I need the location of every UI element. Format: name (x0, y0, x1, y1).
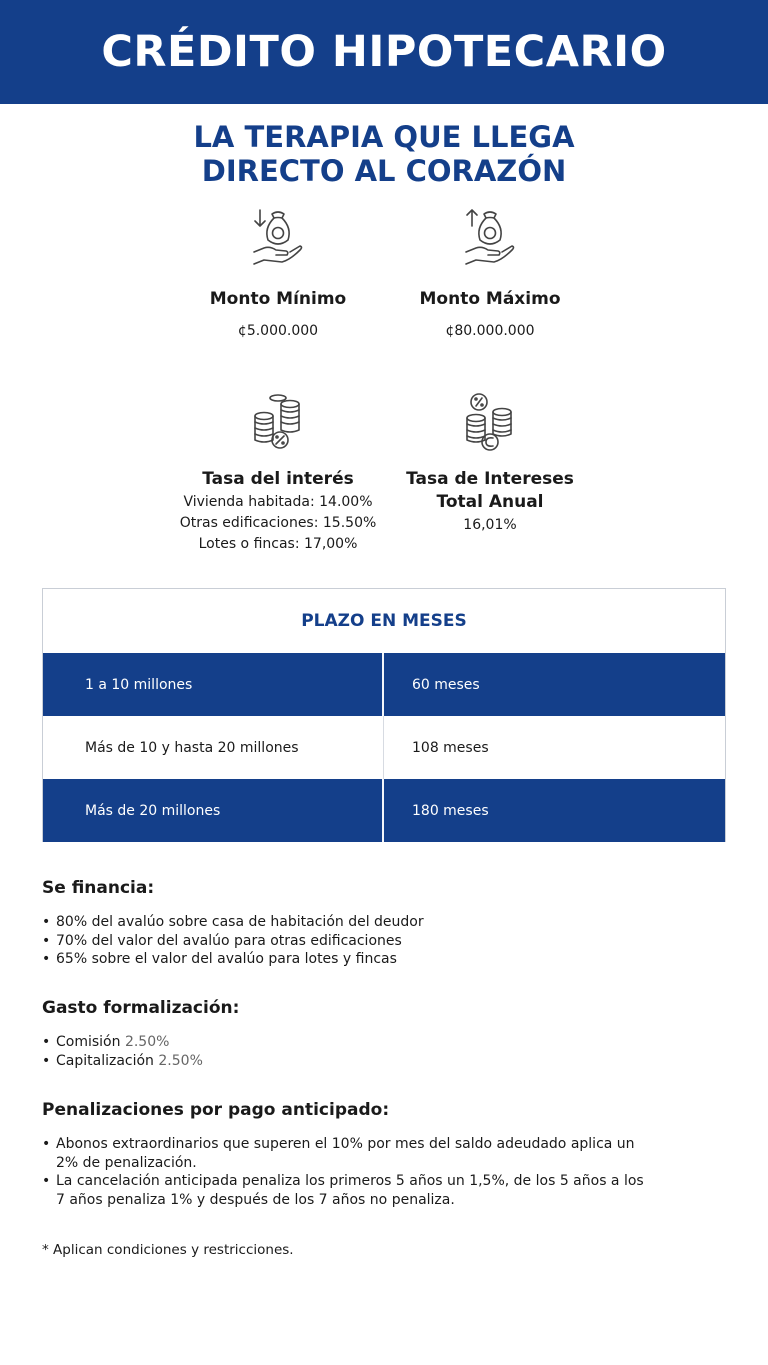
feature-tasa-total-anual (360, 390, 620, 535)
plazo-term: 108 meses (412, 739, 489, 756)
feature-rate-line: Otras edificaciones: 15.50% (179, 515, 377, 531)
page-title: CRÉDITO HIPOTECARIO (101, 27, 667, 77)
plazo-term: 60 meses (412, 676, 480, 693)
table-row (43, 716, 725, 779)
plazo-table (42, 588, 726, 842)
gasto-label: Capitalización (56, 1052, 154, 1069)
penalizaciones-section (42, 1100, 652, 1209)
feature-value: 16,01% (463, 517, 517, 533)
feature-title-line-2: Total Anual (436, 492, 544, 512)
gasto-list (42, 1033, 722, 1070)
feature-monto-maximo (360, 204, 620, 341)
feature-title: Monto Mínimo (209, 289, 347, 309)
subtitle-line-2: DIRECTO AL CORAZÓN (201, 154, 567, 188)
hand-money-bag-down-icon (250, 204, 306, 274)
gasto-value: 2.50% (124, 1034, 170, 1050)
section-heading: Gasto formalización: (42, 998, 240, 1018)
section-heading: Penalizaciones por pago anticipado: (42, 1100, 390, 1120)
hand-money-bag-up-icon (462, 204, 518, 274)
gasto-section (42, 998, 722, 1070)
feature-title-line-1: Tasa de Intereses (406, 469, 574, 489)
feature-rate-line: Lotes o fincas: 17,00% (198, 536, 358, 552)
list-item: • 80% del avalúo sobre casa de habitación del deudor (42, 913, 722, 932)
plazo-range: 1 a 10 millones (43, 653, 384, 716)
gasto-value: 2.50% (158, 1052, 203, 1069)
list-item: • 65% sobre el valor del avalúo para lotes y fincas (42, 950, 722, 969)
financia-list (42, 913, 722, 969)
conditions-note: * Aplican condiciones y restricciones. (42, 1242, 294, 1258)
feature-value: ¢80.000.000 (445, 323, 535, 339)
coin-stack-colon-icon (462, 390, 518, 460)
feature-rate-line: Vivienda habitada: 14.00% (183, 494, 373, 510)
table-row (43, 653, 725, 716)
gasto-label: Comisión (56, 1034, 121, 1050)
list-item: • 70% del valor del avalúo para otras edificaciones (42, 932, 722, 951)
list-item: • La cancelación anticipada penaliza los primeros 5 años un 1,5%, de los 5 años a los 7 años penaliza 1% y después de los 7 años no penaliza. (42, 1172, 652, 1209)
financia-section (42, 878, 722, 969)
feature-title: Tasa del interés (202, 469, 354, 489)
plazo-range: Más de 10 y hasta 20 millones (43, 716, 384, 779)
plazo-table-title: PLAZO EN MESES (301, 611, 467, 631)
section-heading: Se financia: (42, 878, 155, 898)
coin-stack-percent-icon (250, 390, 306, 460)
list-item (42, 1052, 722, 1071)
feature-title: Monto Máximo (419, 289, 561, 309)
plazo-term: 180 meses (412, 802, 489, 819)
feature-value: ¢5.000.000 (237, 323, 319, 339)
list-item (42, 1033, 722, 1052)
table-row (43, 779, 725, 842)
subtitle-line-1: LA TERAPIA QUE LLEGA (193, 120, 575, 154)
penalizaciones-list (42, 1135, 652, 1209)
subtitle (0, 120, 768, 188)
list-item: • Abonos extraordinarios que superen el 10% por mes del saldo adeudado aplica un 2% de penalización. (42, 1135, 652, 1172)
header-bar (0, 0, 768, 104)
plazo-range: Más de 20 millones (43, 779, 384, 842)
